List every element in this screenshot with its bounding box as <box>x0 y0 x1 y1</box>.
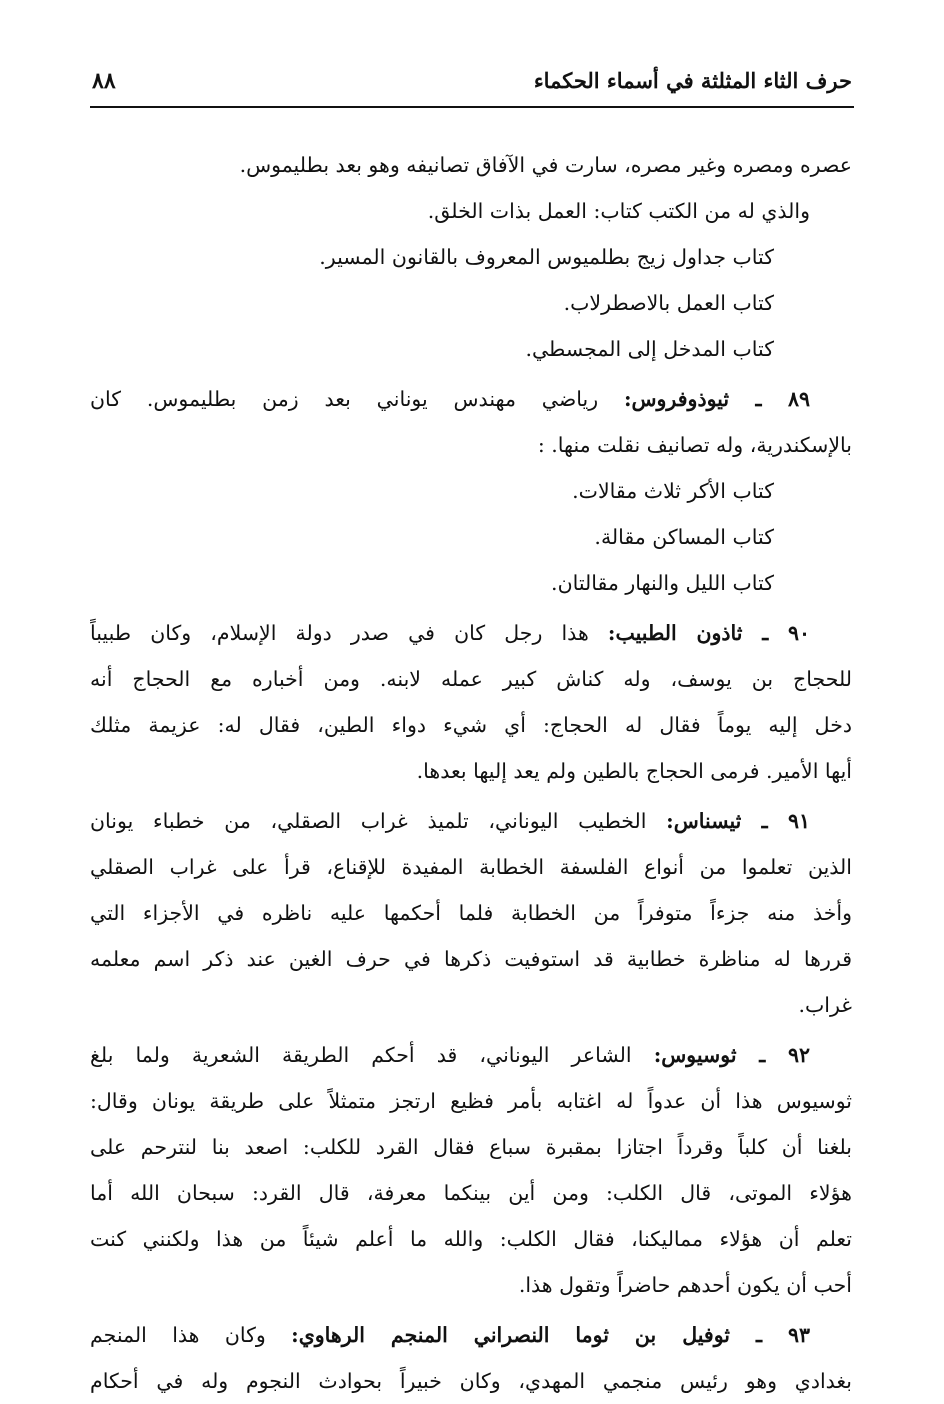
text-line: ثوسيوس هذا أن عدواً له اغتابه بأمر فظيع ارتجز متمثلاً على طريقة يونان وقال: <box>90 1089 852 1113</box>
entry-heading: ٩١ ـ ثيسناس: <box>666 809 811 833</box>
page-body <box>90 142 852 1404</box>
text-line: تعلم أن هؤلاء مماليكنا، فقال الكلب: والله ما أعلم شيئاً من هذا ولكنني كنت <box>90 1227 852 1251</box>
text-line: غراب. <box>798 993 852 1017</box>
text-line <box>90 1312 852 1358</box>
book-item: كتاب جداول زيج بطلميوس المعروف بالقانون المسير. <box>319 245 774 269</box>
text-line <box>90 798 852 844</box>
entry-text: الخطيب اليوناني، تلميذ غراب الصقلي، من خطباء يونان <box>90 809 647 833</box>
text-line: وأخذ منه جزءاً متوفراً من الخطابة فلما أحكمها عليه ناظره في الأجزاء التي <box>90 901 852 925</box>
text-line: بلغنا أن كلباً وقرداً اجتازا بمقبرة سباع فقال القرد للكلب: اصعد بنا لنترحم على <box>90 1135 852 1159</box>
book-item: كتاب العمل بالاصطرلاب. <box>563 291 774 315</box>
book-item: كتاب الأكر ثلاث مقالات. <box>572 479 774 503</box>
books-lead: والذي له من الكتب كتاب: العمل بذات الخلق. <box>427 199 810 223</box>
text-line: بغدادي وهو رئيس منجمي المهدي، وكان خبيراً بحوادث النجوم وله في أحكام <box>90 1369 852 1393</box>
text-line: للحجاج بن يوسف، وله كناش كبير عمله لابنه. ومن أخباره مع الحجاج أنه <box>90 667 852 691</box>
books-list <box>90 188 852 372</box>
text-line: قررها له مناظرة خطابية قد استوفيت ذكرها في حرف الغين عند ذكر اسم معلمه <box>90 947 852 971</box>
text-line: بالإسكندرية، وله تصانيف نقلت منها. : <box>537 433 852 457</box>
book-item: كتاب الليل والنهار مقالتان. <box>551 571 774 595</box>
entry-text: الشاعر اليوناني، قد أحكم الطريقة الشعرية ولما بلغ <box>90 1043 632 1067</box>
entry-93 <box>90 1312 852 1404</box>
text-line: أيها الأمير. فرمى الحجاج بالطين ولم يعد إليها بعدها. <box>416 759 852 783</box>
entry-heading: ٩٣ ـ ثوفيل بن ثوما النصراني المنجم الرهاوي: <box>291 1323 810 1347</box>
entry-92 <box>90 1032 852 1308</box>
entry-text: وكان هذا المنجم <box>90 1323 266 1347</box>
text-line <box>90 1032 852 1078</box>
text-line: عصره ومصره وغير مصره، سارت في الآفاق تصانيفه وهو بعد بطليموس. <box>239 153 852 177</box>
text-line: أحب أن يكون أحدهم حاضراً وتقول هذا. <box>518 1273 852 1297</box>
page-number: ٨٨ <box>92 68 116 94</box>
entry-heading: ٨٩ ـ ثيوذوفروس: <box>623 387 810 411</box>
text-line: الذين تعلموا من أنواع الفلسفة الخطابة المفيدة للإقناع، قرأ على غراب الصقلي <box>90 855 852 879</box>
running-title: حرف الثاء المثلثة في أسماء الحكماء <box>533 68 852 93</box>
text-line <box>90 610 852 656</box>
book-item: كتاب المساكن مقالة. <box>594 525 774 549</box>
text-line: دخل إليه يوماً فقال له الحجاج: أي شيء دواء الطين، فقال له: عزيمة مثلك <box>90 713 852 737</box>
entry-89 <box>90 376 852 606</box>
entry-text: هذا رجل كان في صدر دولة الإسلام، وكان طبيباً <box>90 621 589 645</box>
intro-paragraph <box>90 142 852 188</box>
book-item: كتاب المدخل إلى المجسطي. <box>525 337 774 361</box>
text-line <box>90 376 852 422</box>
header-rule <box>90 106 854 108</box>
entry-90 <box>90 610 852 794</box>
page-header <box>92 62 852 102</box>
entry-91 <box>90 798 852 1028</box>
text-line: هؤلاء الموتى، قال الكلب: ومن أين بينكما معرفة، قال القرد: سبحان الله أما <box>90 1181 852 1205</box>
entry-text: رياضي مهندس يوناني بعد زمن بطليموس. كان <box>90 387 599 411</box>
entry-heading: ٩٠ ـ ثاذون الطبيب: <box>607 621 810 645</box>
entry-heading: ٩٢ ـ ثوسيوس: <box>653 1043 810 1067</box>
